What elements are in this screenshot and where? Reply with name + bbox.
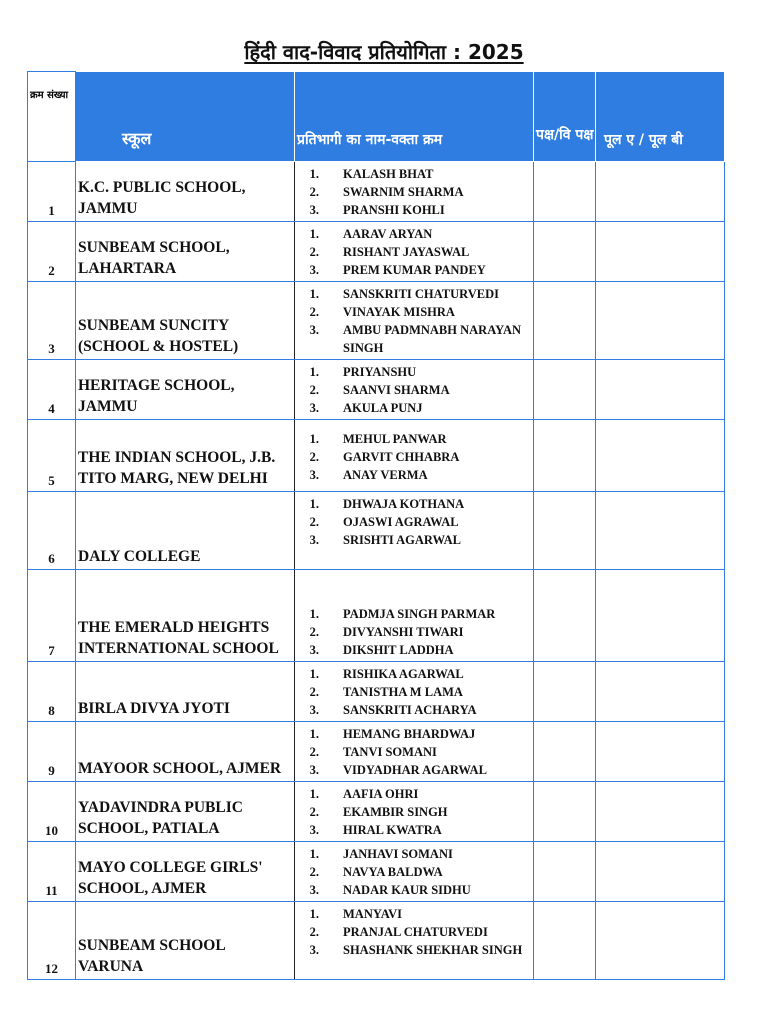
table-row: [28, 420, 725, 492]
participant-item: [297, 243, 531, 261]
serial-cell: 1: [28, 162, 76, 222]
speaker-order-number: 2.: [309, 685, 319, 699]
participant-item: [297, 941, 531, 959]
participant-name: DHWAJA KOTHANA: [343, 497, 465, 511]
participant-item: [297, 381, 531, 399]
side-cell: [534, 842, 596, 902]
participant-name: PRANJAL CHATURVEDI: [343, 925, 488, 939]
participant-name: PREM KUMAR PANDEY: [343, 263, 486, 277]
side-cell: [534, 902, 596, 980]
speaker-order-number: 3.: [309, 763, 319, 777]
table-row: [28, 222, 725, 282]
serial-cell: 2: [28, 222, 76, 282]
side-cell: [534, 162, 596, 222]
speaker-order-number: 3.: [309, 883, 319, 897]
participant-item: [297, 201, 531, 219]
table-row: [28, 360, 725, 420]
school-cell: SUNBEAM SCHOOL VARUNA: [76, 902, 295, 980]
participants-list: [297, 285, 531, 357]
school-cell: MAYOOR SCHOOL, AJMER: [76, 722, 295, 782]
participant-name: SHASHANK SHEKHAR SINGH: [343, 943, 523, 957]
serial-cell: 4: [28, 360, 76, 420]
speaker-order-number: 2.: [309, 383, 319, 397]
participants-list: [297, 430, 531, 484]
speaker-order-number: 1.: [309, 227, 319, 241]
participant-item: [297, 363, 531, 381]
side-cell: [534, 282, 596, 360]
pool-cell: [596, 570, 725, 662]
speaker-order-number: 2.: [309, 865, 319, 879]
table-row: [28, 662, 725, 722]
pool-cell: [596, 842, 725, 902]
participant-name: MANYAVI: [343, 907, 403, 921]
participants-list: [297, 725, 531, 779]
serial-cell: 8: [28, 662, 76, 722]
table-header-row: [28, 72, 725, 162]
school-cell: THE INDIAN SCHOOL, J.B. TITO MARG, NEW DELHI: [76, 420, 295, 492]
participant-name: MEHUL PANWAR: [343, 432, 447, 446]
participants-cell: [295, 662, 534, 722]
participant-item: [297, 761, 531, 779]
speaker-order-number: 1.: [309, 607, 319, 621]
participant-name: TANISTHA M LAMA: [343, 685, 463, 699]
participant-name: PADMJA SINGH PARMAR: [343, 607, 496, 621]
school-cell: YADAVINDRA PUBLIC SCHOOL, PATIALA: [76, 782, 295, 842]
speaker-order-number: 2.: [309, 305, 319, 319]
speaker-order-number: 3.: [309, 468, 319, 482]
participant-item: [297, 605, 531, 623]
participant-name: SRISHTI AGARWAL: [343, 533, 461, 547]
participant-name: OJASWI AGRAWAL: [343, 515, 459, 529]
speaker-order-number: 3.: [309, 533, 319, 547]
header-school: स्कूल: [76, 72, 295, 162]
participant-name: PRANSHI KOHLI: [343, 203, 445, 217]
speaker-order-number: 1.: [309, 432, 319, 446]
participant-name: RISHIKA AGARWAL: [343, 667, 464, 681]
header-participants: प्रतिभागी का नाम-वक्ता क्रम: [295, 72, 534, 162]
table-row: [28, 782, 725, 842]
pool-cell: [596, 662, 725, 722]
participant-item: [297, 863, 531, 881]
speaker-order-number: 3.: [309, 263, 319, 277]
participant-name: SANSKRITI CHATURVEDI: [343, 287, 499, 301]
school-cell: MAYO COLLEGE GIRLS' SCHOOL, AJMER: [76, 842, 295, 902]
school-cell: BIRLA DIVYA JYOTI: [76, 662, 295, 722]
participants-list: [297, 845, 531, 899]
speaker-order-number: 3.: [309, 943, 319, 957]
participant-name: SAANVI SHARMA: [343, 383, 450, 397]
participants-cell: [295, 902, 534, 980]
participant-item: [297, 430, 531, 448]
participant-item: [297, 845, 531, 863]
participants-cell: [295, 222, 534, 282]
pool-cell: [596, 420, 725, 492]
participant-item: [297, 881, 531, 899]
participant-item: [297, 165, 531, 183]
table-row: [28, 282, 725, 360]
pool-cell: [596, 282, 725, 360]
side-cell: [534, 662, 596, 722]
participants-cell: [295, 842, 534, 902]
participant-item: [297, 743, 531, 761]
participant-item: [297, 285, 531, 303]
table-row: [28, 570, 725, 662]
participant-item: [297, 531, 531, 549]
participant-item: [297, 399, 531, 417]
participant-item: [297, 321, 531, 357]
participant-name: NAVYA BALDWA: [343, 865, 443, 879]
participant-name: VIDYADHAR AGARWAL: [343, 763, 487, 777]
table-row: [28, 492, 725, 570]
participant-name: SANSKRITI ACHARYA: [343, 703, 477, 717]
header-pool: पूल ए / पूल बी: [596, 72, 725, 162]
participant-item: [297, 785, 531, 803]
participant-name: AKULA PUNJ: [343, 401, 423, 415]
participant-item: [297, 923, 531, 941]
participant-name: SWARNIM SHARMA: [343, 185, 464, 199]
speaker-order-number: 1.: [309, 287, 319, 301]
speaker-order-number: 3.: [309, 823, 319, 837]
speaker-order-number: 1.: [309, 787, 319, 801]
participant-item: [297, 261, 531, 279]
participant-name: RISHANT JAYASWAL: [343, 245, 470, 259]
participant-name: NADAR KAUR SIDHU: [343, 883, 471, 897]
speaker-order-number: 2.: [309, 450, 319, 464]
serial-cell: 10: [28, 782, 76, 842]
serial-cell: 6: [28, 492, 76, 570]
participants-list: [297, 905, 531, 959]
participant-name: DIKSHIT LADDHA: [343, 643, 454, 657]
speaker-order-number: 3.: [309, 203, 319, 217]
participant-name: JANHAVI SOMANI: [343, 847, 453, 861]
speaker-order-number: 1.: [309, 167, 319, 181]
participant-name: TANVI SOMANI: [343, 745, 437, 759]
document-title: हिंदी वाद-विवाद प्रतियोगिता : 2025: [244, 40, 524, 64]
participant-name: AARAV ARYAN: [343, 227, 433, 241]
header-serial: क्रम संख्या: [28, 72, 76, 162]
speaker-order-number: 2.: [309, 245, 319, 259]
serial-cell: 5: [28, 420, 76, 492]
participant-item: [297, 303, 531, 321]
participant-name: AAFIA OHRI: [343, 787, 419, 801]
participants-list: [297, 225, 531, 279]
participant-item: [297, 725, 531, 743]
school-cell: THE EMERALD HEIGHTS INTERNATIONAL SCHOOL: [76, 570, 295, 662]
table-row: [28, 902, 725, 980]
participant-name: ANAY VERMA: [343, 468, 428, 482]
speaker-order-number: 2.: [309, 515, 319, 529]
school-cell: HERITAGE SCHOOL, JAMMU: [76, 360, 295, 420]
pool-cell: [596, 492, 725, 570]
serial-cell: 12: [28, 902, 76, 980]
speaker-order-number: 2.: [309, 185, 319, 199]
participant-item: [297, 623, 531, 641]
participant-item: [297, 495, 531, 513]
participant-name: HIRAL KWATRA: [343, 823, 442, 837]
table-row: [28, 722, 725, 782]
participant-name: PRIYANSHU: [343, 365, 417, 379]
side-cell: [534, 570, 596, 662]
speaker-order-number: 2.: [309, 805, 319, 819]
speaker-order-number: 1.: [309, 727, 319, 741]
participant-name: AMBU PADMNABH NARAYAN SINGH: [343, 323, 522, 355]
serial-cell: 9: [28, 722, 76, 782]
speaker-order-number: 2.: [309, 625, 319, 639]
serial-cell: 7: [28, 570, 76, 662]
participants-list: [297, 785, 531, 839]
speaker-order-number: 3.: [309, 401, 319, 415]
participants-cell: [295, 282, 534, 360]
participants-list: [297, 495, 531, 549]
speaker-order-number: 1.: [309, 847, 319, 861]
school-cell: K.C. PUBLIC SCHOOL, JAMMU: [76, 162, 295, 222]
side-cell: [534, 782, 596, 842]
school-cell: SUNBEAM SCHOOL, LAHARTARA: [76, 222, 295, 282]
speaker-order-number: 1.: [309, 667, 319, 681]
side-cell: [534, 492, 596, 570]
participant-item: [297, 183, 531, 201]
participant-item: [297, 683, 531, 701]
participants-list: [297, 165, 531, 219]
participants-cell: [295, 722, 534, 782]
speaker-order-number: 3.: [309, 703, 319, 717]
participant-name: DIVYANSHI TIWARI: [343, 625, 464, 639]
pool-cell: [596, 360, 725, 420]
side-cell: [534, 222, 596, 282]
speaker-order-number: 1.: [309, 365, 319, 379]
school-cell: DALY COLLEGE: [76, 492, 295, 570]
participants-cell: [295, 492, 534, 570]
participants-list: [297, 605, 531, 659]
table-row: [28, 162, 725, 222]
participants-cell: [295, 360, 534, 420]
participant-item: [297, 821, 531, 839]
side-cell: [534, 722, 596, 782]
pool-cell: [596, 222, 725, 282]
participant-item: [297, 225, 531, 243]
participant-name: HEMANG BHARDWAJ: [343, 727, 476, 741]
participant-name: KALASH BHAT: [343, 167, 434, 181]
participant-item: [297, 448, 531, 466]
serial-cell: 3: [28, 282, 76, 360]
participants-list: [297, 363, 531, 417]
participant-item: [297, 466, 531, 484]
side-cell: [534, 360, 596, 420]
speaker-order-number: 2.: [309, 745, 319, 759]
schools-table: [27, 71, 725, 980]
speaker-order-number: 3.: [309, 643, 319, 657]
participant-name: VINAYAK MISHRA: [343, 305, 455, 319]
side-cell: [534, 420, 596, 492]
participant-item: [297, 665, 531, 683]
participant-item: [297, 905, 531, 923]
participants-cell: [295, 420, 534, 492]
pool-cell: [596, 782, 725, 842]
participants-cell: [295, 162, 534, 222]
speaker-order-number: 1.: [309, 907, 319, 921]
participant-name: EKAMBIR SINGH: [343, 805, 448, 819]
participants-cell: [295, 570, 534, 662]
participants-list: [297, 665, 531, 719]
participant-item: [297, 701, 531, 719]
pool-cell: [596, 722, 725, 782]
participant-name: GARVIT CHHABRA: [343, 450, 460, 464]
participants-cell: [295, 782, 534, 842]
participant-item: [297, 513, 531, 531]
participant-item: [297, 641, 531, 659]
speaker-order-number: 1.: [309, 497, 319, 511]
header-side: पक्ष/वि पक्ष: [534, 72, 596, 162]
table-row: [28, 842, 725, 902]
speaker-order-number: 3.: [309, 323, 319, 337]
serial-cell: 11: [28, 842, 76, 902]
pool-cell: [596, 902, 725, 980]
school-cell: SUNBEAM SUNCITY (SCHOOL & HOSTEL): [76, 282, 295, 360]
speaker-order-number: 2.: [309, 925, 319, 939]
pool-cell: [596, 162, 725, 222]
participant-item: [297, 803, 531, 821]
